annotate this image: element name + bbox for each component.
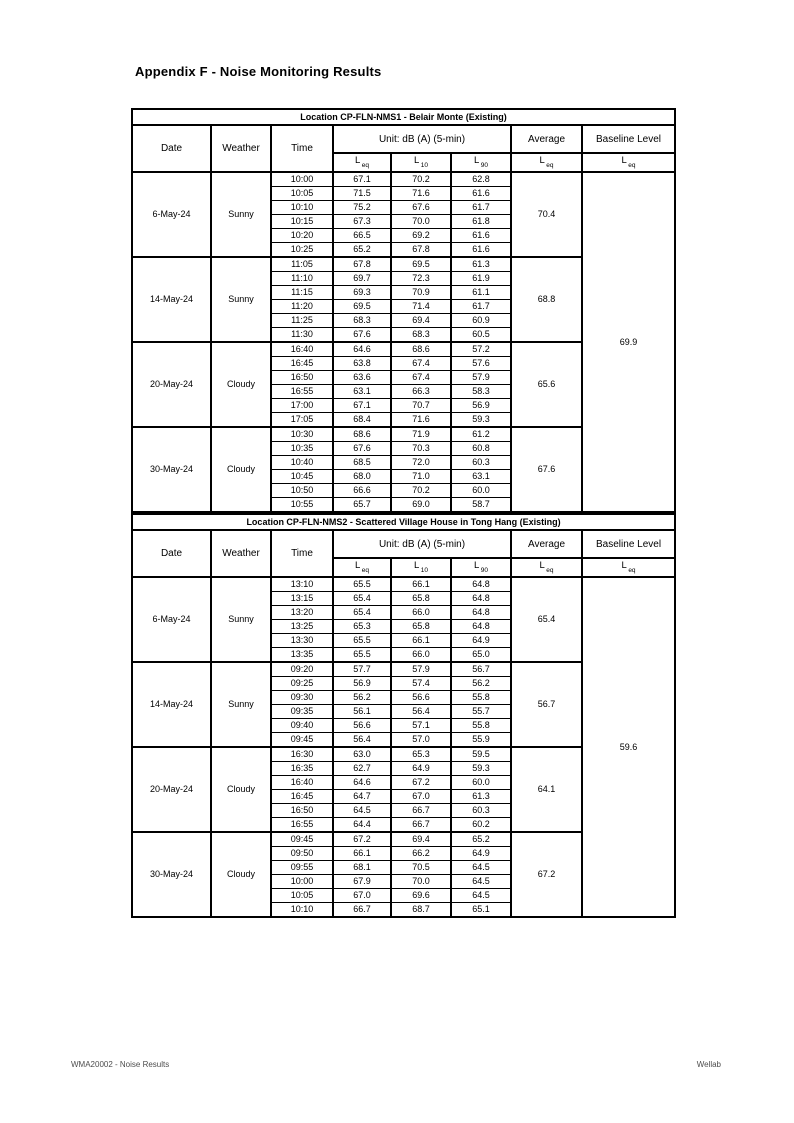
leq-header: L $_{eq}$ [333,153,391,172]
l90-header-subscript: 90 [480,161,489,169]
location-header: Location CP-FLN-NMS2 - Scattered Village House in Tong Hang (Existing) [132,514,675,530]
time-cell: 16:50 [271,371,333,385]
l90-value-cell: 61.6 [451,187,511,201]
l10-value-cell: 71.0 [391,470,451,484]
time-cell: 10:55 [271,498,333,513]
time-cell: 16:55 [271,385,333,399]
l90-value-cell: 65.2 [451,832,511,847]
date-column-header: Date [132,530,211,577]
l90-value-cell: 60.3 [451,804,511,818]
leq-value-cell: 63.6 [333,371,391,385]
time-cell: 09:30 [271,691,333,705]
l10-value-cell: 71.6 [391,187,451,201]
date-cell: 30-May-24 [132,832,211,917]
column-header-row [132,530,675,558]
time-cell: 10:40 [271,456,333,470]
time-cell: 09:50 [271,847,333,861]
l90-value-cell: 64.5 [451,861,511,875]
time-cell: 13:10 [271,577,333,592]
l90-value-cell: 60.5 [451,328,511,343]
l10-value-cell: 66.0 [391,648,451,663]
time-cell: 09:25 [271,677,333,691]
average-column-header: Average [511,125,582,153]
average-value-cell: 65.6 [511,342,582,427]
l90-value-cell: 61.3 [451,790,511,804]
time-column-header: Time [271,530,333,577]
time-cell: 16:50 [271,804,333,818]
l10-value-cell: 56.4 [391,705,451,719]
l10-value-cell: 57.9 [391,662,451,677]
time-cell: 10:50 [271,484,333,498]
leq-value-cell: 56.2 [333,691,391,705]
l10-value-cell: 68.3 [391,328,451,343]
date-cell: 20-May-24 [132,342,211,427]
l90-value-cell: 55.8 [451,691,511,705]
time-cell: 16:45 [271,357,333,371]
l90-value-cell: 64.8 [451,592,511,606]
footer-document-ref: WMA20002 - Noise Results [71,1060,170,1069]
average-value-cell: 67.6 [511,427,582,512]
noise-table-container-nms1 [131,108,674,513]
l90-value-cell: 60.2 [451,818,511,833]
l90-value-cell: 59.3 [451,413,511,428]
l10-value-cell: 68.6 [391,342,451,357]
leq-value-cell: 71.5 [333,187,391,201]
l10-value-cell: 65.8 [391,620,451,634]
measurement-row [132,577,675,592]
weather-cell: Cloudy [211,427,271,512]
l10-value-cell: 66.7 [391,818,451,833]
l10-value-cell: 57.0 [391,733,451,748]
leq-value-cell: 69.7 [333,272,391,286]
weather-cell: Sunny [211,577,271,662]
leq-value-cell: 67.6 [333,328,391,343]
leq-value-cell: 67.9 [333,875,391,889]
l10-value-cell: 70.5 [391,861,451,875]
l90-value-cell: 61.7 [451,300,511,314]
time-cell: 09:20 [271,662,333,677]
l10-value-cell: 70.7 [391,399,451,413]
time-cell: 13:35 [271,648,333,663]
time-cell: 10:00 [271,172,333,187]
l10-value-cell: 56.6 [391,691,451,705]
baseline-value-cell: 69.9 [582,172,675,512]
l10-value-cell: 68.7 [391,903,451,918]
l10-value-cell: 69.0 [391,498,451,513]
leq-value-cell: 65.4 [333,592,391,606]
leq-value-cell: 68.4 [333,413,391,428]
l90-value-cell: 56.2 [451,677,511,691]
l10-value-cell: 72.0 [391,456,451,470]
time-cell: 16:40 [271,342,333,357]
l90-value-cell: 57.6 [451,357,511,371]
leq-value-cell: 57.7 [333,662,391,677]
time-cell: 16:35 [271,762,333,776]
unit-column-header: Unit: dB (A) (5-min) [333,530,511,558]
leq-value-cell: 65.5 [333,648,391,663]
l10-value-cell: 70.2 [391,172,451,187]
leq-value-cell: 75.2 [333,201,391,215]
baseline-leq-header: L $_{eq}$ [582,153,675,172]
l10-value-cell: 69.2 [391,229,451,243]
leq-value-cell: 62.7 [333,762,391,776]
l90-value-cell: 64.9 [451,634,511,648]
baseline-column-header: Baseline Level [582,530,675,558]
l90-value-cell: 58.7 [451,498,511,513]
date-cell: 14-May-24 [132,662,211,747]
time-cell: 10:05 [271,187,333,201]
l90-value-cell: 60.9 [451,314,511,328]
weather-column-header: Weather [211,530,271,577]
l90-value-cell: 55.7 [451,705,511,719]
l10-value-cell: 71.4 [391,300,451,314]
leq-value-cell: 64.6 [333,342,391,357]
average-value-cell: 56.7 [511,662,582,747]
time-cell: 16:55 [271,818,333,833]
time-cell: 11:20 [271,300,333,314]
time-cell: 10:45 [271,470,333,484]
l10-value-cell: 67.2 [391,776,451,790]
measurement-row [132,172,675,187]
l90-value-cell: 62.8 [451,172,511,187]
baseline-leq-header-subscript: eq [628,566,636,574]
l90-value-cell: 61.3 [451,257,511,272]
l10-value-cell: 64.9 [391,762,451,776]
leq-value-cell: 68.5 [333,456,391,470]
time-cell: 09:55 [271,861,333,875]
average-leq-header-subscript: eq [546,566,554,574]
l90-header: L $_{90}$ [451,153,511,172]
baseline-leq-header: L $_{eq}$ [582,558,675,577]
l90-value-cell: 59.3 [451,762,511,776]
time-column-header: Time [271,125,333,172]
l10-value-cell: 66.7 [391,804,451,818]
noise-monitoring-table-2 [131,513,676,918]
time-cell: 09:45 [271,832,333,847]
l90-value-cell: 57.9 [451,371,511,385]
time-cell: 10:20 [271,229,333,243]
l90-value-cell: 64.8 [451,606,511,620]
time-cell: 10:10 [271,903,333,918]
time-cell: 09:40 [271,719,333,733]
l10-value-cell: 70.9 [391,286,451,300]
time-cell: 10:35 [271,442,333,456]
l10-header-subscript: 10 [420,161,429,169]
average-leq-header-subscript: eq [546,161,554,169]
l10-value-cell: 70.2 [391,484,451,498]
l90-value-cell: 65.0 [451,648,511,663]
date-column-header: Date [132,125,211,172]
l10-value-cell: 69.4 [391,832,451,847]
weather-column-header: Weather [211,125,271,172]
page-title: Appendix F - Noise Monitoring Results [135,64,382,79]
leq-value-cell: 66.1 [333,847,391,861]
time-cell: 10:10 [271,201,333,215]
l10-value-cell: 71.9 [391,427,451,442]
leq-value-cell: 67.3 [333,215,391,229]
leq-value-cell: 65.5 [333,634,391,648]
time-cell: 11:25 [271,314,333,328]
l10-value-cell: 65.8 [391,592,451,606]
l10-value-cell: 66.2 [391,847,451,861]
time-cell: 17:00 [271,399,333,413]
leq-value-cell: 66.6 [333,484,391,498]
leq-value-cell: 65.2 [333,243,391,258]
leq-value-cell: 68.1 [333,861,391,875]
time-cell: 10:15 [271,215,333,229]
leq-value-cell: 68.3 [333,314,391,328]
time-cell: 13:20 [271,606,333,620]
l90-value-cell: 64.8 [451,620,511,634]
weather-cell: Cloudy [211,342,271,427]
time-cell: 16:30 [271,747,333,762]
leq-value-cell: 67.8 [333,257,391,272]
l90-value-cell: 55.9 [451,733,511,748]
l90-value-cell: 60.3 [451,456,511,470]
average-value-cell: 64.1 [511,747,582,832]
l10-value-cell: 69.6 [391,889,451,903]
leq-value-cell: 56.1 [333,705,391,719]
leq-value-cell: 56.9 [333,677,391,691]
leq-value-cell: 67.1 [333,399,391,413]
l90-header-subscript: 90 [480,566,489,574]
l10-value-cell: 66.0 [391,606,451,620]
baseline-leq-header-subscript: eq [628,161,636,169]
leq-value-cell: 67.2 [333,832,391,847]
l10-value-cell: 72.3 [391,272,451,286]
l90-value-cell: 61.8 [451,215,511,229]
average-column-header: Average [511,530,582,558]
footer-company-name: Wellab [696,1060,721,1069]
l90-value-cell: 60.8 [451,442,511,456]
leq-value-cell: 67.6 [333,442,391,456]
l10-value-cell: 67.0 [391,790,451,804]
l90-value-cell: 60.0 [451,484,511,498]
l10-value-cell: 71.6 [391,413,451,428]
l10-header-subscript: 10 [420,566,429,574]
l90-value-cell: 58.3 [451,385,511,399]
l90-value-cell: 61.2 [451,427,511,442]
average-value-cell: 67.2 [511,832,582,917]
time-cell: 13:30 [271,634,333,648]
time-cell: 09:45 [271,733,333,748]
l10-value-cell: 70.0 [391,875,451,889]
time-cell: 10:25 [271,243,333,258]
leq-value-cell: 67.0 [333,889,391,903]
time-cell: 17:05 [271,413,333,428]
weather-cell: Sunny [211,172,271,257]
l90-value-cell: 57.2 [451,342,511,357]
baseline-column-header: Baseline Level [582,125,675,153]
average-value-cell: 68.8 [511,257,582,342]
date-cell: 6-May-24 [132,172,211,257]
leq-value-cell: 66.7 [333,903,391,918]
l90-value-cell: 59.5 [451,747,511,762]
date-cell: 6-May-24 [132,577,211,662]
l10-header: L $_{10}$ [391,558,451,577]
l10-value-cell: 70.3 [391,442,451,456]
time-cell: 10:00 [271,875,333,889]
l10-value-cell: 57.4 [391,677,451,691]
leq-value-cell: 64.6 [333,776,391,790]
time-cell: 11:15 [271,286,333,300]
leq-value-cell: 69.5 [333,300,391,314]
average-value-cell: 70.4 [511,172,582,257]
l90-value-cell: 56.9 [451,399,511,413]
leq-value-cell: 63.1 [333,385,391,399]
location-header: Location CP-FLN-NMS1 - Belair Monte (Existing) [132,109,675,125]
l90-value-cell: 55.8 [451,719,511,733]
l10-value-cell: 57.1 [391,719,451,733]
leq-value-cell: 65.3 [333,620,391,634]
l90-value-cell: 64.5 [451,889,511,903]
leq-value-cell: 66.5 [333,229,391,243]
leq-value-cell: 64.5 [333,804,391,818]
time-cell: 11:05 [271,257,333,272]
l90-value-cell: 61.6 [451,243,511,258]
time-cell: 11:10 [271,272,333,286]
l10-value-cell: 67.8 [391,243,451,258]
average-leq-header: L $_{eq}$ [511,153,582,172]
time-cell: 16:40 [271,776,333,790]
noise-monitoring-table-1 [131,108,676,513]
leq-value-cell: 69.3 [333,286,391,300]
date-cell: 20-May-24 [132,747,211,832]
l90-value-cell: 61.7 [451,201,511,215]
date-cell: 14-May-24 [132,257,211,342]
leq-header-subscript: eq [361,161,370,169]
l90-value-cell: 64.5 [451,875,511,889]
leq-value-cell: 67.1 [333,172,391,187]
average-value-cell: 65.4 [511,577,582,662]
l10-value-cell: 66.3 [391,385,451,399]
l10-value-cell: 67.6 [391,201,451,215]
time-cell: 10:30 [271,427,333,442]
leq-value-cell: 68.6 [333,427,391,442]
l10-header: L $_{10}$ [391,153,451,172]
time-cell: 10:05 [271,889,333,903]
l10-value-cell: 67.4 [391,357,451,371]
time-cell: 09:35 [271,705,333,719]
l90-value-cell: 61.9 [451,272,511,286]
leq-header-subscript: eq [361,566,370,574]
date-cell: 30-May-24 [132,427,211,512]
time-cell: 16:45 [271,790,333,804]
l90-value-cell: 56.7 [451,662,511,677]
l90-value-cell: 60.0 [451,776,511,790]
leq-value-cell: 56.4 [333,733,391,748]
average-leq-header: L $_{eq}$ [511,558,582,577]
l90-value-cell: 61.6 [451,229,511,243]
l90-value-cell: 64.9 [451,847,511,861]
weather-cell: Cloudy [211,832,271,917]
leq-value-cell: 68.0 [333,470,391,484]
l90-value-cell: 61.1 [451,286,511,300]
time-cell: 13:25 [271,620,333,634]
leq-value-cell: 65.4 [333,606,391,620]
noise-table-container-nms2 [131,513,674,918]
l90-header: L $_{90}$ [451,558,511,577]
l10-value-cell: 66.1 [391,577,451,592]
l10-value-cell: 69.5 [391,257,451,272]
leq-value-cell: 65.5 [333,577,391,592]
l90-value-cell: 63.1 [451,470,511,484]
l90-value-cell: 65.1 [451,903,511,918]
weather-cell: Sunny [211,662,271,747]
l10-value-cell: 67.4 [391,371,451,385]
l10-value-cell: 70.0 [391,215,451,229]
weather-cell: Sunny [211,257,271,342]
l10-value-cell: 66.1 [391,634,451,648]
leq-value-cell: 63.8 [333,357,391,371]
time-cell: 11:30 [271,328,333,343]
leq-value-cell: 56.6 [333,719,391,733]
location-header-row [132,514,675,530]
leq-value-cell: 65.7 [333,498,391,513]
weather-cell: Cloudy [211,747,271,832]
l90-value-cell: 64.8 [451,577,511,592]
baseline-value-cell: 59.6 [582,577,675,917]
leq-header: L $_{eq}$ [333,558,391,577]
location-header-row [132,109,675,125]
unit-column-header: Unit: dB (A) (5-min) [333,125,511,153]
leq-value-cell: 64.4 [333,818,391,833]
column-header-row [132,125,675,153]
leq-value-cell: 64.7 [333,790,391,804]
l10-value-cell: 65.3 [391,747,451,762]
l10-value-cell: 69.4 [391,314,451,328]
leq-value-cell: 63.0 [333,747,391,762]
time-cell: 13:15 [271,592,333,606]
